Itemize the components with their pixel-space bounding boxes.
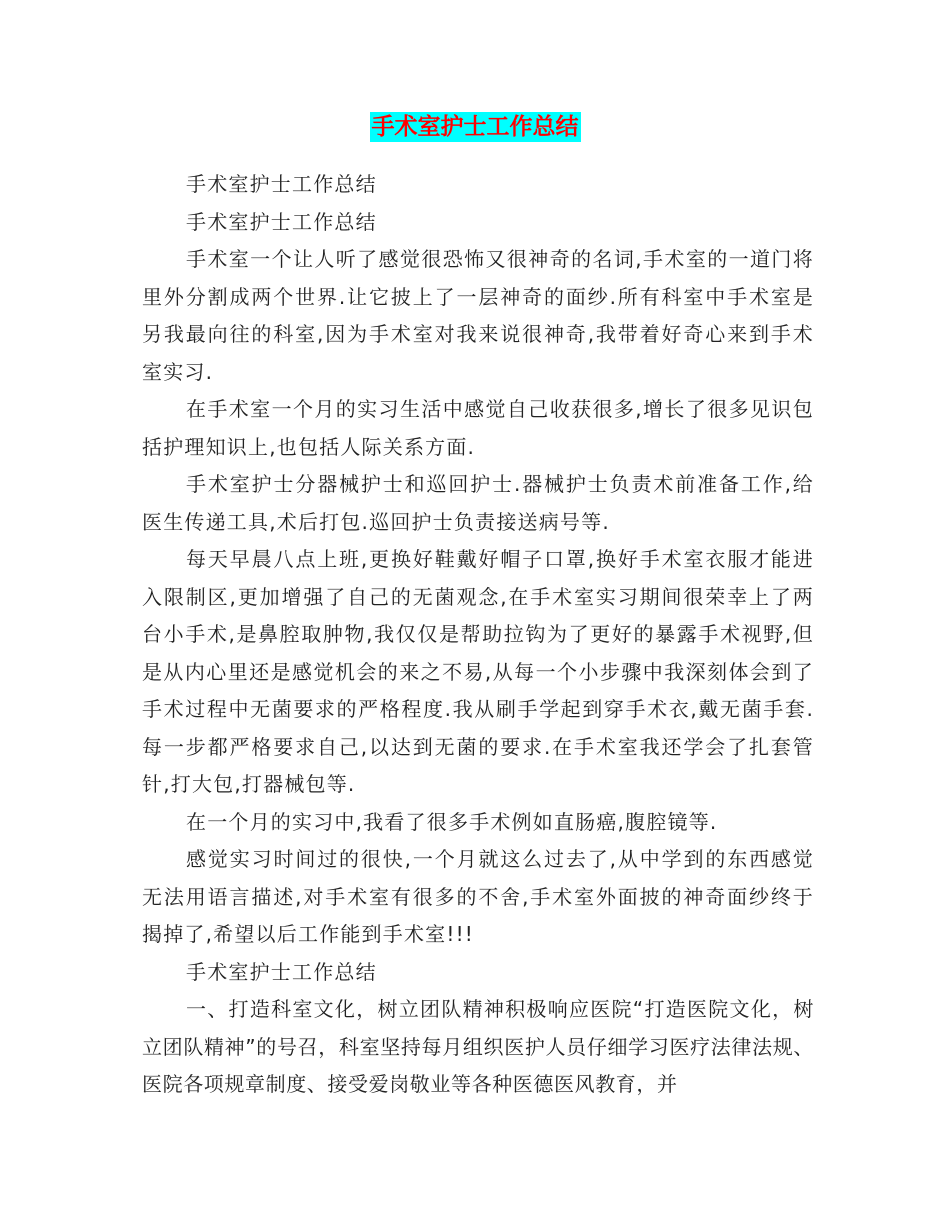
paragraph: 每天早晨八点上班,更换好鞋戴好帽子口罩,换好手术室衣服才能进入限制区,更加增强了自己的无菌观念,在手术室实习期间很荣幸上了两台小手术,是鼻腔取肿物,我仅仅是帮助拉钩为了更好的暴露手术视野,但是从内心里还是感觉机会的来之不易,从每一个小步骤中我深刻体会到了手术过程中无菌要求的严格程度.我从刷手学起到穿手术衣,戴无菌手套.每一步都严格要求自己,以达到无菌的要求.在手术室我还学会了扎套管针,打大包,打器械包等. (142, 547, 814, 796)
document-title: 手术室护士工作总结 (371, 113, 579, 140)
subheading: 手术室护士工作总结 (186, 209, 377, 234)
paragraph: 在一个月的实习中,我看了很多手术例如直肠癌,腹腔镜等. (186, 809, 718, 834)
paragraph: 感觉实习时间过的很快,一个月就这么过去了,从中学到的东西感觉无法用语言描述,对手术室有很多的不舍,手术室外面披的神奇面纱终于揭掉了,希望以后工作能到手术室!!! (142, 847, 814, 946)
subheading: 手术室护士工作总结 (186, 172, 377, 196)
paragraph: 在手术室一个月的实习生活中感觉自己收获很多,增长了很多见识包括护理知识上,也包括人际关系方面. (142, 397, 814, 459)
paragraph: 一、打造科室文化，树立团队精神积极响应医院“打造医院文化，树立团队精神”的号召，科室坚持每月组织医护人员仔细学习医疗法律法规、医院各项规章制度、接受爱岗敬业等各种医德医风教育，并 (142, 997, 814, 1096)
paragraph: 手术室一个让人听了感觉很恐怖又很神奇的名词,手术室的一道门将里外分割成两个世界.让它披上了一层神奇的面纱.所有科室中手术室是另我最向往的科室,因为手术室对我来说很神奇,我带着好奇心来到手术室实习. (142, 247, 814, 384)
document-body (142, 166, 814, 1104)
subheading: 手术室护士工作总结 (186, 959, 377, 984)
title-container (0, 112, 950, 142)
paragraph: 手术室护士分器械护士和巡回护士.器械护士负责术前准备工作,给医生传递工具,术后打包.巡回护士负责接送病号等. (142, 472, 814, 534)
